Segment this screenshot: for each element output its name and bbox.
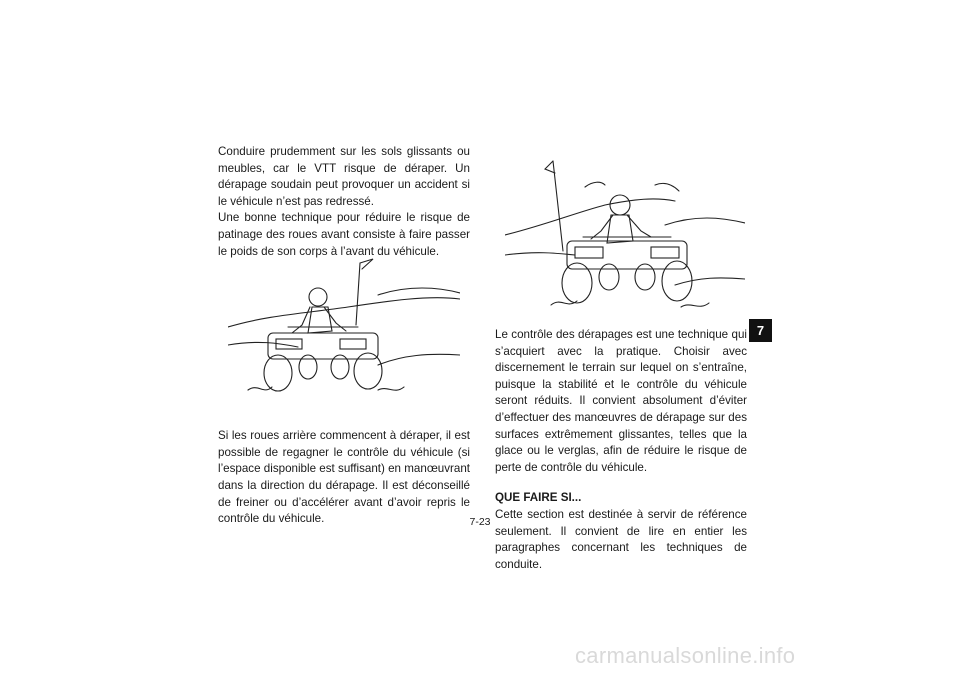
paragraph-skid-control: Le contrôle des dérapages est une technique qui s’acquiert avec la pratique. Choisir avec discernement le terrain sur lequel on s’entraîne, puisque la stabilité et le contrôle du véhicule seront réduits. Il convient absolument d’éviter d’effectuer des manœuvres de dérapage sur des surfaces extrêmement glissantes, telles que la glace ou le verglas, afin de réduire le risque de perte de contrôle du véhicule. — [495, 328, 747, 474]
page-number: 7-23 — [469, 516, 491, 528]
paragraph-slippery-ground: Conduire prudemment sur les sols glissants ou meubles, car le VTT risque de déraper. Un dérapage soudain peut provoquer un accident si le véhicule n’est pas redressé. — [218, 145, 470, 208]
atv-rider-illustration-left — [228, 255, 460, 405]
right-text-column — [495, 327, 747, 573]
section-heading: QUE FAIRE SI... — [495, 491, 582, 505]
paragraph-front-wheel-technique: Une bonne technique pour réduire le risque de patinage des roues avant consiste à faire passer le poids de son corps à l’avant du véhicule. — [218, 211, 470, 258]
chapter-tab: 7 — [749, 319, 772, 342]
paragraph-rear-wheel-skid: Si les roues arrière commencent à déraper, il est possible de regagner le contrôle du véhicule (si l’espace disponible est suffisant) en manœuvrant dans la direction du dérapage. Il est déconseillé de freiner ou d’accélérer avant d’avoir repris le contrôle du véhicule. — [218, 429, 470, 526]
watermark: carmanualsonline.info — [575, 643, 796, 668]
paragraph-reference: Cette section est destinée à servir de référence seulement. Il convient de lire en entier les paragraphes concernant les techniques de conduite. — [495, 507, 747, 571]
atv-rider-illustration-right — [505, 155, 745, 315]
